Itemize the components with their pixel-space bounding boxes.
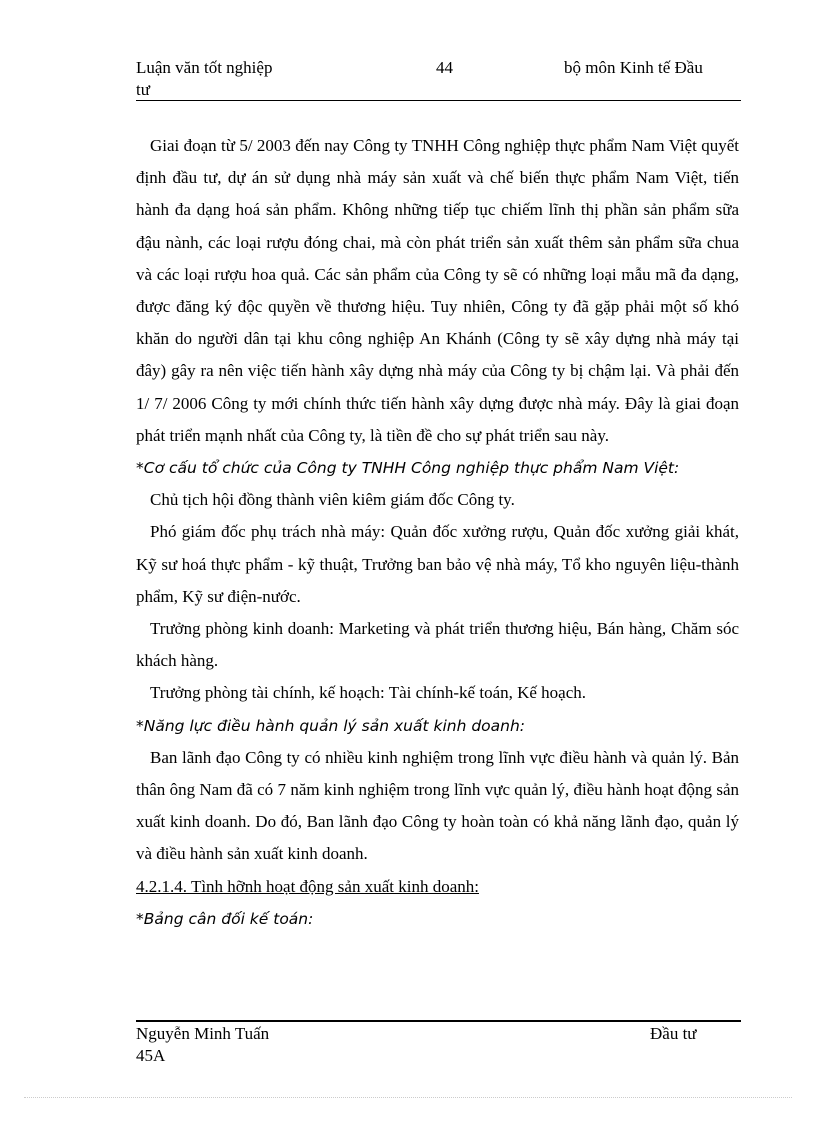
heading-balance-sheet: *Bảng cân đối kế toán: — [136, 909, 314, 928]
header-rule — [136, 100, 741, 101]
header-department-wrap: tư — [136, 80, 150, 99]
heading-management-capacity: *Năng lực điều hành quản lý sản xuất kinh doanh: — [136, 716, 526, 735]
page-header — [136, 58, 741, 102]
document-body — [136, 130, 739, 935]
footer-class: 45A — [136, 1046, 166, 1065]
paragraph-leadership: Ban lãnh đạo Công ty có nhiều kinh nghiệm trong lĩnh vực điều hành và quản lý. Bản thân ông Nam đã có 7 năm kinh nghiệm trong lĩnh vực quản lý, điều hành hoạt động sản xuất kinh doanh. Do đó, Ban lãnh đạo Công ty hoàn toàn có khả năng lãnh đạo, quản lý và điều hành sản xuất kinh doanh. — [136, 747, 739, 864]
header-thesis-title: Luận văn tốt nghiệp — [136, 58, 273, 77]
footer-major: Đầu tư — [650, 1024, 697, 1043]
header-department: bộ môn Kinh tế Đầu — [564, 58, 703, 77]
paragraph-history: Giai đoạn từ 5/ 2003 đến nay Công ty TNHH Công nghiệp thực phẩm Nam Việt quyết định đầu tư, dự án sử dụng nhà máy sản xuất và chế biến thực phẩm Nam Việt, tiến hành đa dạng hoá sản phẩm. Không những tiếp tục chiếm lĩnh thị phần sản phẩm sữa đậu nành, các loại rượu đóng chai, mà còn phát triển sản xuất thêm sản phẩm sữa chua và các loại rượu hoa quả. Các sản phẩm của Công ty sẽ có những loại mẫu mã đa dạng, được đăng ký độc quyền về thương hiệu. Tuy nhiên, Công ty đã gặp phải một số khó khăn do người dân tại khu công nghiệp An Khánh (Công ty sẽ xây dựng nhà máy tại đây) gây ra nên việc tiến hành xây dựng nhà máy của Công ty bị chậm lại. Và phải đến 1/ 7/ 2006 Công ty mới chính thức tiến hành xây dựng được nhà máy. Đây là giai đoạn phát triển mạnh nhất của Công ty, là tiền đề cho sự phát triển sau này. — [136, 136, 739, 445]
paragraph-sales-head: Trưởng phòng kinh doanh: Marketing và phát triển thương hiệu, Bán hàng, Chăm sóc khách hàng. — [136, 619, 739, 671]
paragraph-chairman: Chủ tịch hội đồng thành viên kiêm giám đốc Công ty. — [150, 490, 515, 510]
paragraph-vice-director: Phó giám đốc phụ trách nhà máy: Quản đốc xưởng rượu, Quản đốc xưởng giải khát, Kỹ sư hoá thực phẩm - kỹ thuật, Trưởng ban bảo vệ nhà máy, Tổ kho nguyên liệu-thành phẩm, Kỹ sư điện-nước. — [136, 522, 739, 606]
paragraph-finance-head: Trưởng phòng tài chính, kế hoạch: Tài chính-kế toán, Kế hoạch. — [150, 683, 587, 703]
heading-org-structure: *Cơ cấu tổ chức của Công ty TNHH Công nghiệp thực phẩm Nam Việt: — [136, 459, 680, 478]
footer-author: Nguyễn Minh Tuấn — [136, 1024, 270, 1043]
footer-rule — [136, 1020, 741, 1022]
page-edge-divider — [24, 1097, 792, 1098]
page-number: 44 — [436, 58, 453, 77]
section-title-business-situation: 4.2.1.4. Tình hỡnh hoạt động sản xuất kinh doanh: — [136, 876, 479, 896]
